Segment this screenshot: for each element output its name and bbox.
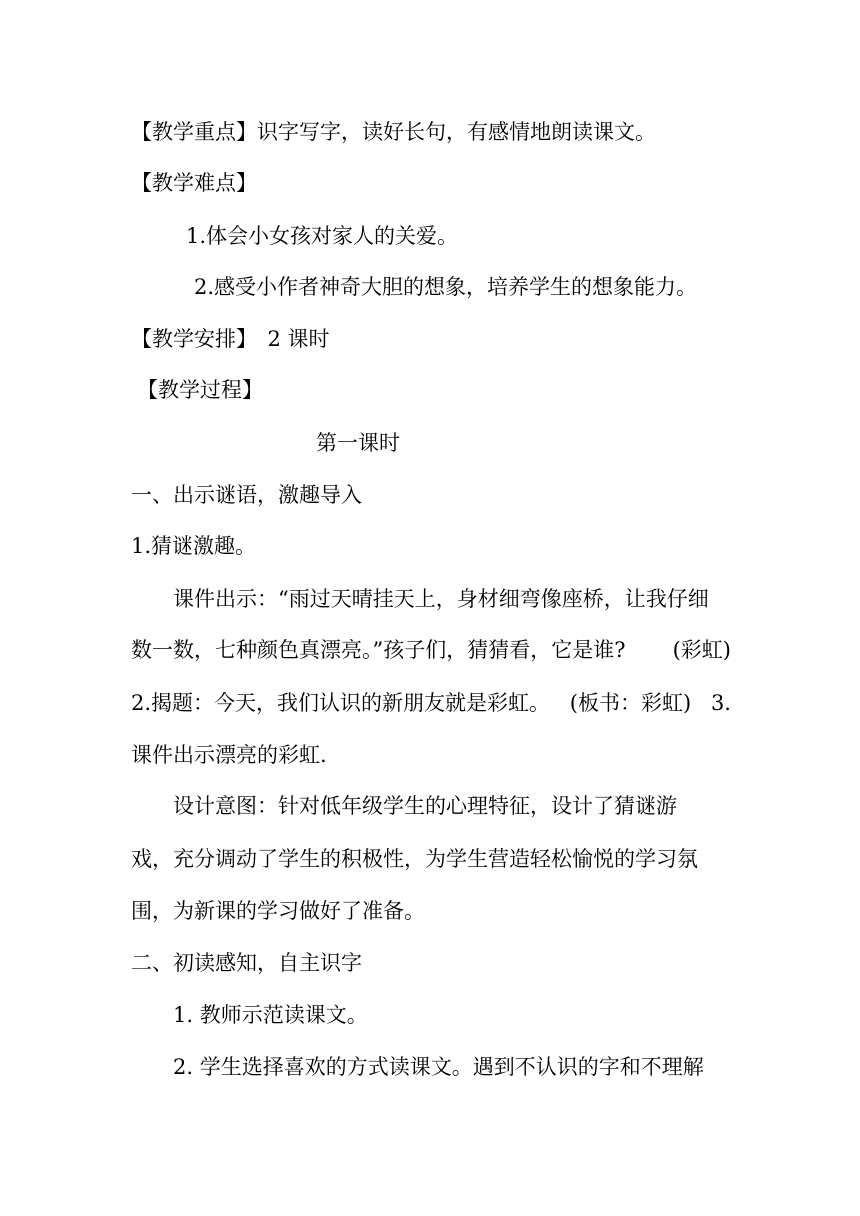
- board-note: (板书：彩虹): [569, 691, 692, 715]
- step-2: 2. 学生选择喜欢的方式读课文。遇到不认识的字和不理解: [173, 1055, 704, 1079]
- lesson-title: 第一课时: [316, 431, 400, 455]
- reveal-text: 2.揭题：今天，我们认识的新朋友就是彩虹。: [131, 691, 551, 715]
- design-intent-line-3: 围，为新课的学习做好了准备。: [131, 899, 425, 923]
- section-heading-1: 一、出示谜语，激趣导入: [131, 483, 362, 507]
- difficulties-heading: 【教学难点】: [131, 171, 257, 195]
- key-points: 【教学重点】识字写字，读好长句，有感情地朗读课文。: [131, 120, 656, 144]
- riddle-line-2: [131, 635, 731, 665]
- riddle-answer: (彩虹): [672, 638, 731, 662]
- item-1: 1.猜谜激趣。: [131, 534, 257, 558]
- difficulty-item-1: 1.体会小女孩对家人的关爱。: [186, 224, 459, 248]
- show-rainbow: 课件出示漂亮的彩虹.: [131, 743, 327, 767]
- arrangement: 【教学安排】 2 课时: [131, 327, 330, 351]
- item-3-number: 3.: [710, 691, 731, 715]
- riddle-line-1: 课件出示：“雨过天晴挂天上，身材细弯像座桥，让我仔细: [173, 587, 709, 611]
- design-intent-line-2: 戏，充分调动了学生的积极性，为学生营造轻松愉悦的学习氛: [131, 847, 698, 871]
- reveal-line: [131, 688, 731, 718]
- design-intent-line-1: 设计意图：针对低年级学生的心理特征，设计了猜谜游: [173, 794, 677, 818]
- section-heading-2: 二、初读感知，自主识字: [131, 951, 362, 975]
- riddle-line-2-text: 数一数，七种颜色真漂亮。”孩子们，猜猜看，它是谁?: [131, 638, 626, 662]
- process-heading: 【教学过程】: [137, 378, 263, 402]
- step-1: 1. 教师示范读课文。: [173, 1003, 368, 1027]
- difficulty-item-2: 2.感受小作者神奇大胆的想象，培养学生的想象能力。: [194, 275, 698, 299]
